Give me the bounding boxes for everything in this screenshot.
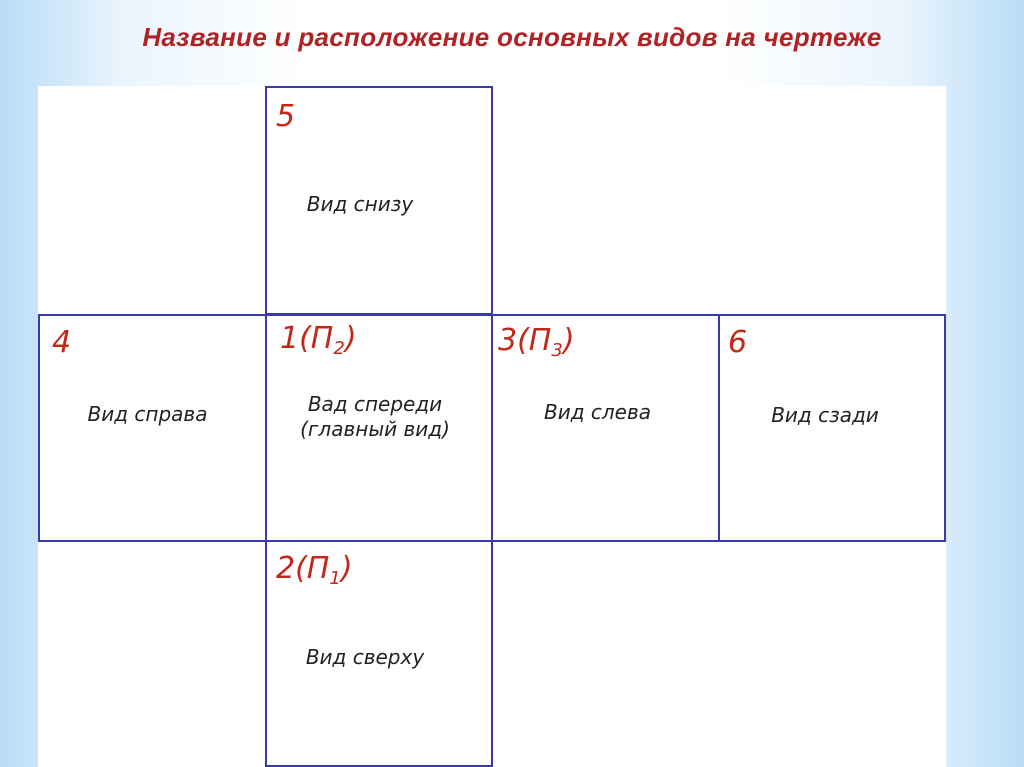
view-front-label-line2: (главный вид) <box>300 417 450 441</box>
slide-title: Название и расположение основных видов на чертеже <box>142 22 882 52</box>
view-left-label: Вид слева <box>543 400 652 424</box>
view-top-label: Вид сверху <box>305 645 425 669</box>
view-right-number: 4 <box>52 325 72 360</box>
view-front-number: $1(П_2)$ <box>280 321 357 359</box>
view-front-label <box>275 392 475 442</box>
view-right-box <box>38 314 267 542</box>
view-top-number: $2(П_1)$ <box>276 551 353 589</box>
view-left-number: $3(П_3)$ <box>498 323 575 361</box>
view-back-number: 6 <box>728 325 748 360</box>
view-bottom-number: 5 <box>276 99 296 134</box>
view-front-label-line1: Вад спереди <box>307 392 443 416</box>
view-bottom-label: Вид снизу <box>306 192 414 216</box>
view-back-box <box>718 314 946 542</box>
view-right-label: Вид справа <box>87 402 208 426</box>
view-back-label: Вид сзади <box>771 403 879 427</box>
